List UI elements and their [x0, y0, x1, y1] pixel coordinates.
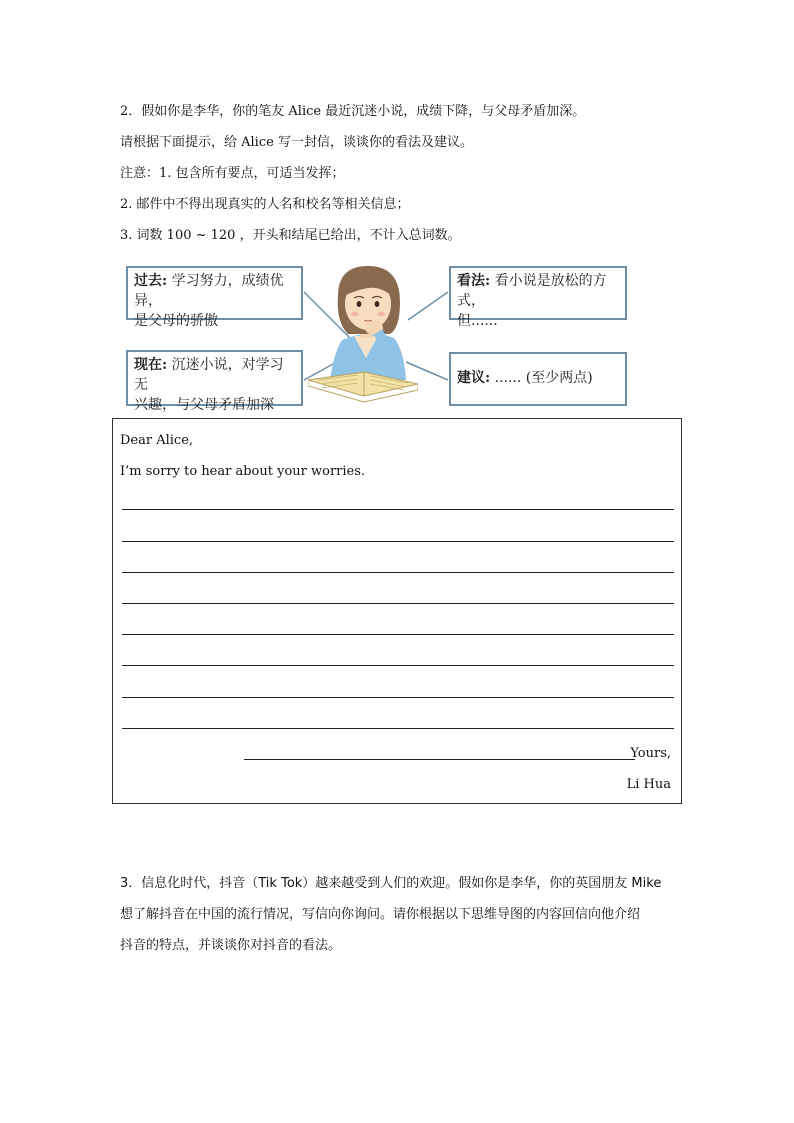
q2-note-3: 3. 词数 100 ~ 120 ，开头和结尾已给出，不计入总词数。 [120, 228, 461, 243]
advice-box [449, 352, 627, 406]
writing-line-3[interactable] [122, 572, 674, 573]
q2-line-1: 2．假如你是李华，你的笔友 Alice 最近沉迷小说，成绩下降，与父母矛盾加深。 [120, 104, 586, 119]
q3-line-3: 抖音的特点，并谈谈你对抖音的看法。 [120, 938, 342, 953]
now-box [126, 350, 303, 413]
past-text-1: 学习努力，成绩优异， [134, 273, 284, 309]
view-box [449, 266, 627, 329]
letter-signature: Li Hua [626, 777, 671, 792]
writing-line-8[interactable] [122, 728, 674, 729]
writing-line-2[interactable] [122, 541, 674, 542]
q3-line-2: 想了解抖音在中国的流行情况，写信向你询问。请你根据以下思维导图的内容回信向他介绍 [120, 907, 641, 922]
advice-text: ...... (至少两点) [490, 370, 593, 386]
letter-greeting: Dear Alice, [120, 433, 194, 448]
writing-line-final[interactable] [244, 759, 635, 760]
view-label: 看法: [457, 273, 491, 289]
letter-opening: I’m sorry to hear about your worries. [120, 464, 366, 479]
writing-line-7[interactable] [122, 697, 674, 698]
mindmap-figure [122, 262, 632, 413]
past-label: 过去: [134, 273, 168, 289]
advice-label: 建议: [457, 370, 491, 386]
girl-reading-illustration [308, 262, 418, 410]
writing-line-1[interactable] [122, 509, 674, 510]
q2-note-1: 注意：1. 包含所有要点，可适当发挥； [120, 166, 345, 181]
writing-line-5[interactable] [122, 634, 674, 635]
q3-line-1: 3．信息化时代，抖音（Tik Tok）越来越受到人们的欢迎。假如你是李华，你的英国朋友 Mike [120, 876, 662, 891]
letter-closing: Yours, [630, 746, 671, 761]
q2-note-2: 2. 邮件中不得出现真实的人名和校名等相关信息； [120, 197, 410, 212]
past-text-2: 是父母的骄傲 [134, 313, 218, 329]
now-text-2: 兴趣，与父母矛盾加深 [134, 397, 274, 413]
view-text-1: 看小说是放松的方式， [457, 273, 607, 309]
q2-line-2: 请根据下面提示，给 Alice 写一封信，谈谈你的看法及建议。 [120, 135, 473, 150]
view-text-2: 但...... [457, 313, 498, 329]
writing-line-4[interactable] [122, 603, 674, 604]
now-label: 现在: [134, 357, 168, 373]
now-text-1: 沉迷小说，对学习无 [134, 357, 284, 393]
past-box [126, 266, 303, 329]
writing-line-6[interactable] [122, 665, 674, 666]
letter-answer-box [112, 418, 682, 804]
